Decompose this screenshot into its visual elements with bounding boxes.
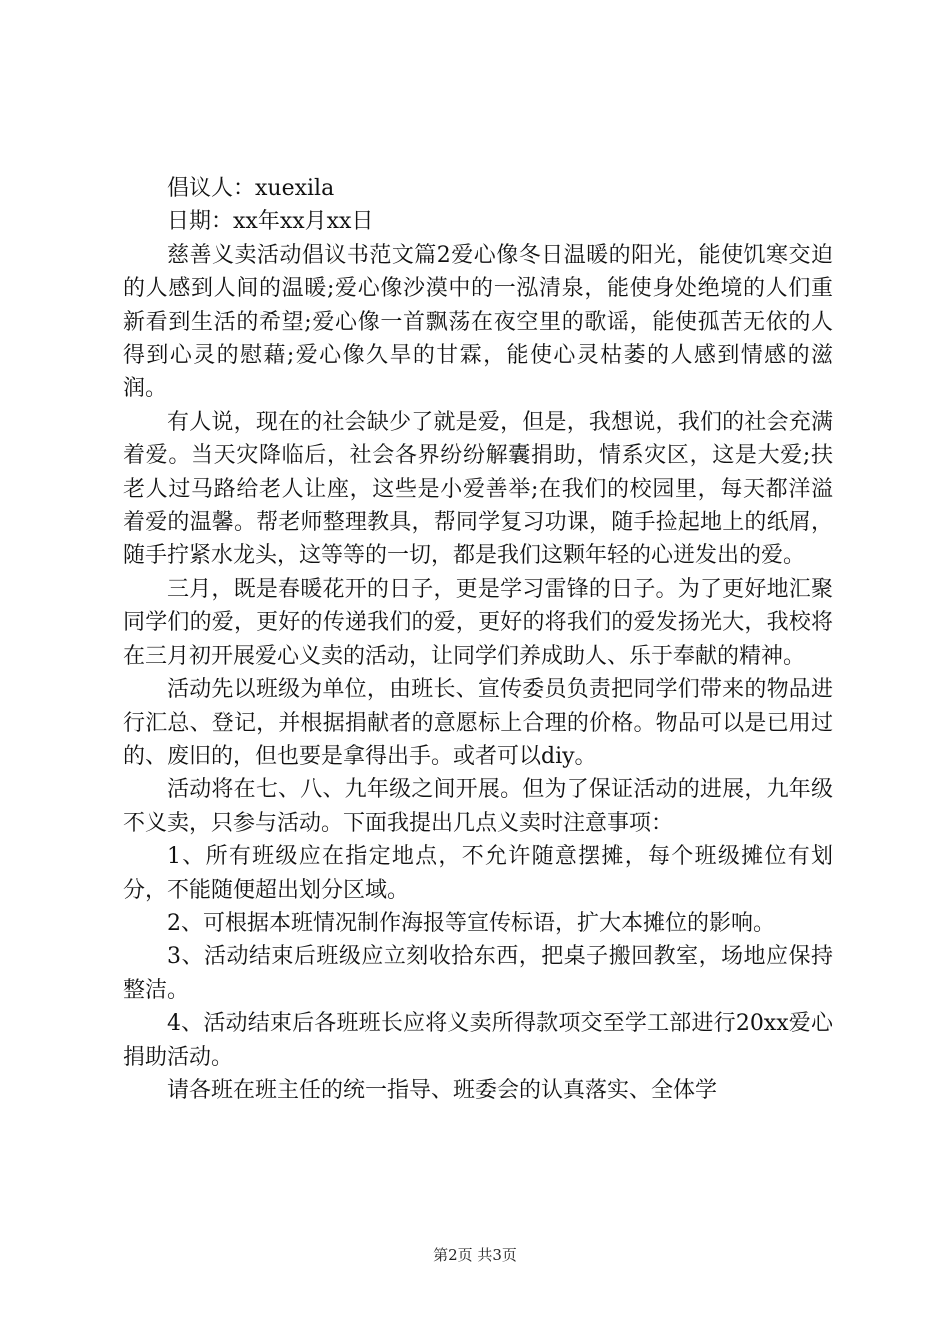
list-item: 4、活动结束后各班班长应将义卖所得款项交至学工部进行20xx爱心捐助活动。 [123, 1011, 833, 1070]
page-indicator: 第2页 共3页 [433, 1246, 517, 1264]
paragraph: 请各班在班主任的统一指导、班委会的认真落实、全体学 [167, 1077, 718, 1103]
paragraph: 活动先以班级为单位，由班长、宣传委员负责把同学们带来的物品进行汇总、登记，并根据捐献者的意愿标上合理的价格。物品可以是已用过的、废旧的，但也要是拿得出手。或者可以diy。 [123, 677, 833, 769]
paragraph: 有人说，现在的社会缺少了就是爱，但是，我想说，我们的社会充满着爱。当天灾降临后，社会各界纷纷解囊捐助，情系灾区，这是大爱;扶老人过马路给老人让座，这些是小爱善举;在我们的校园里，每天都洋溢着爱的温馨。帮老师整理教具，帮同学复习功课，随手捡起地上的纸屑，随手拧紧水龙头，这等等的一切，都是我们这颗年轻的心迸发出的爱。 [123, 409, 833, 569]
initiator-line: 倡议人：xuexila [167, 176, 335, 201]
paragraph: 活动将在七、八、九年级之间开展。但为了保证活动的进展，九年级不义卖，只参与活动。下面我提出几点义卖时注意事项： [123, 777, 833, 836]
list-item: 3、活动结束后班级应立刻收拾东西，把桌子搬回教室，场地应保持整洁。 [123, 944, 833, 1003]
document-body [123, 172, 833, 1107]
list-item: 2、可根据本班情况制作海报等宣传标语，扩大本摊位的影响。 [167, 910, 775, 936]
paragraph: 三月，既是春暖花开的日子，更是学习雷锋的日子。为了更好地汇聚同学们的爱，更好的传递我们的爱，更好的将我们的爱发扬光大，我校将在三月初开展爱心义卖的活动，让同学们养成助人、乐于奉献的精神。 [123, 576, 833, 669]
list-item: 1、所有班级应在指定地点，不允许随意摆摊，每个班级摊位有划分，不能随便超出划分区域。 [123, 844, 833, 903]
date-line: 日期：xx年xx月xx日 [167, 209, 374, 235]
page-footer [0, 1244, 950, 1265]
paragraph: 慈善义卖活动倡议书范文篇2爱心像冬日温暖的阳光，能使饥寒交迫的人感到人间的温暖;爱心像沙漠中的一泓清泉，能使身处绝境的人们重新看到生活的希望;爱心像一首飘荡在夜空里的歌谣，能使孤苦无依的人得到心灵的慰藉;爱心像久旱的甘霖，能使心灵枯萎的人感到情感的滋润。 [123, 242, 833, 402]
